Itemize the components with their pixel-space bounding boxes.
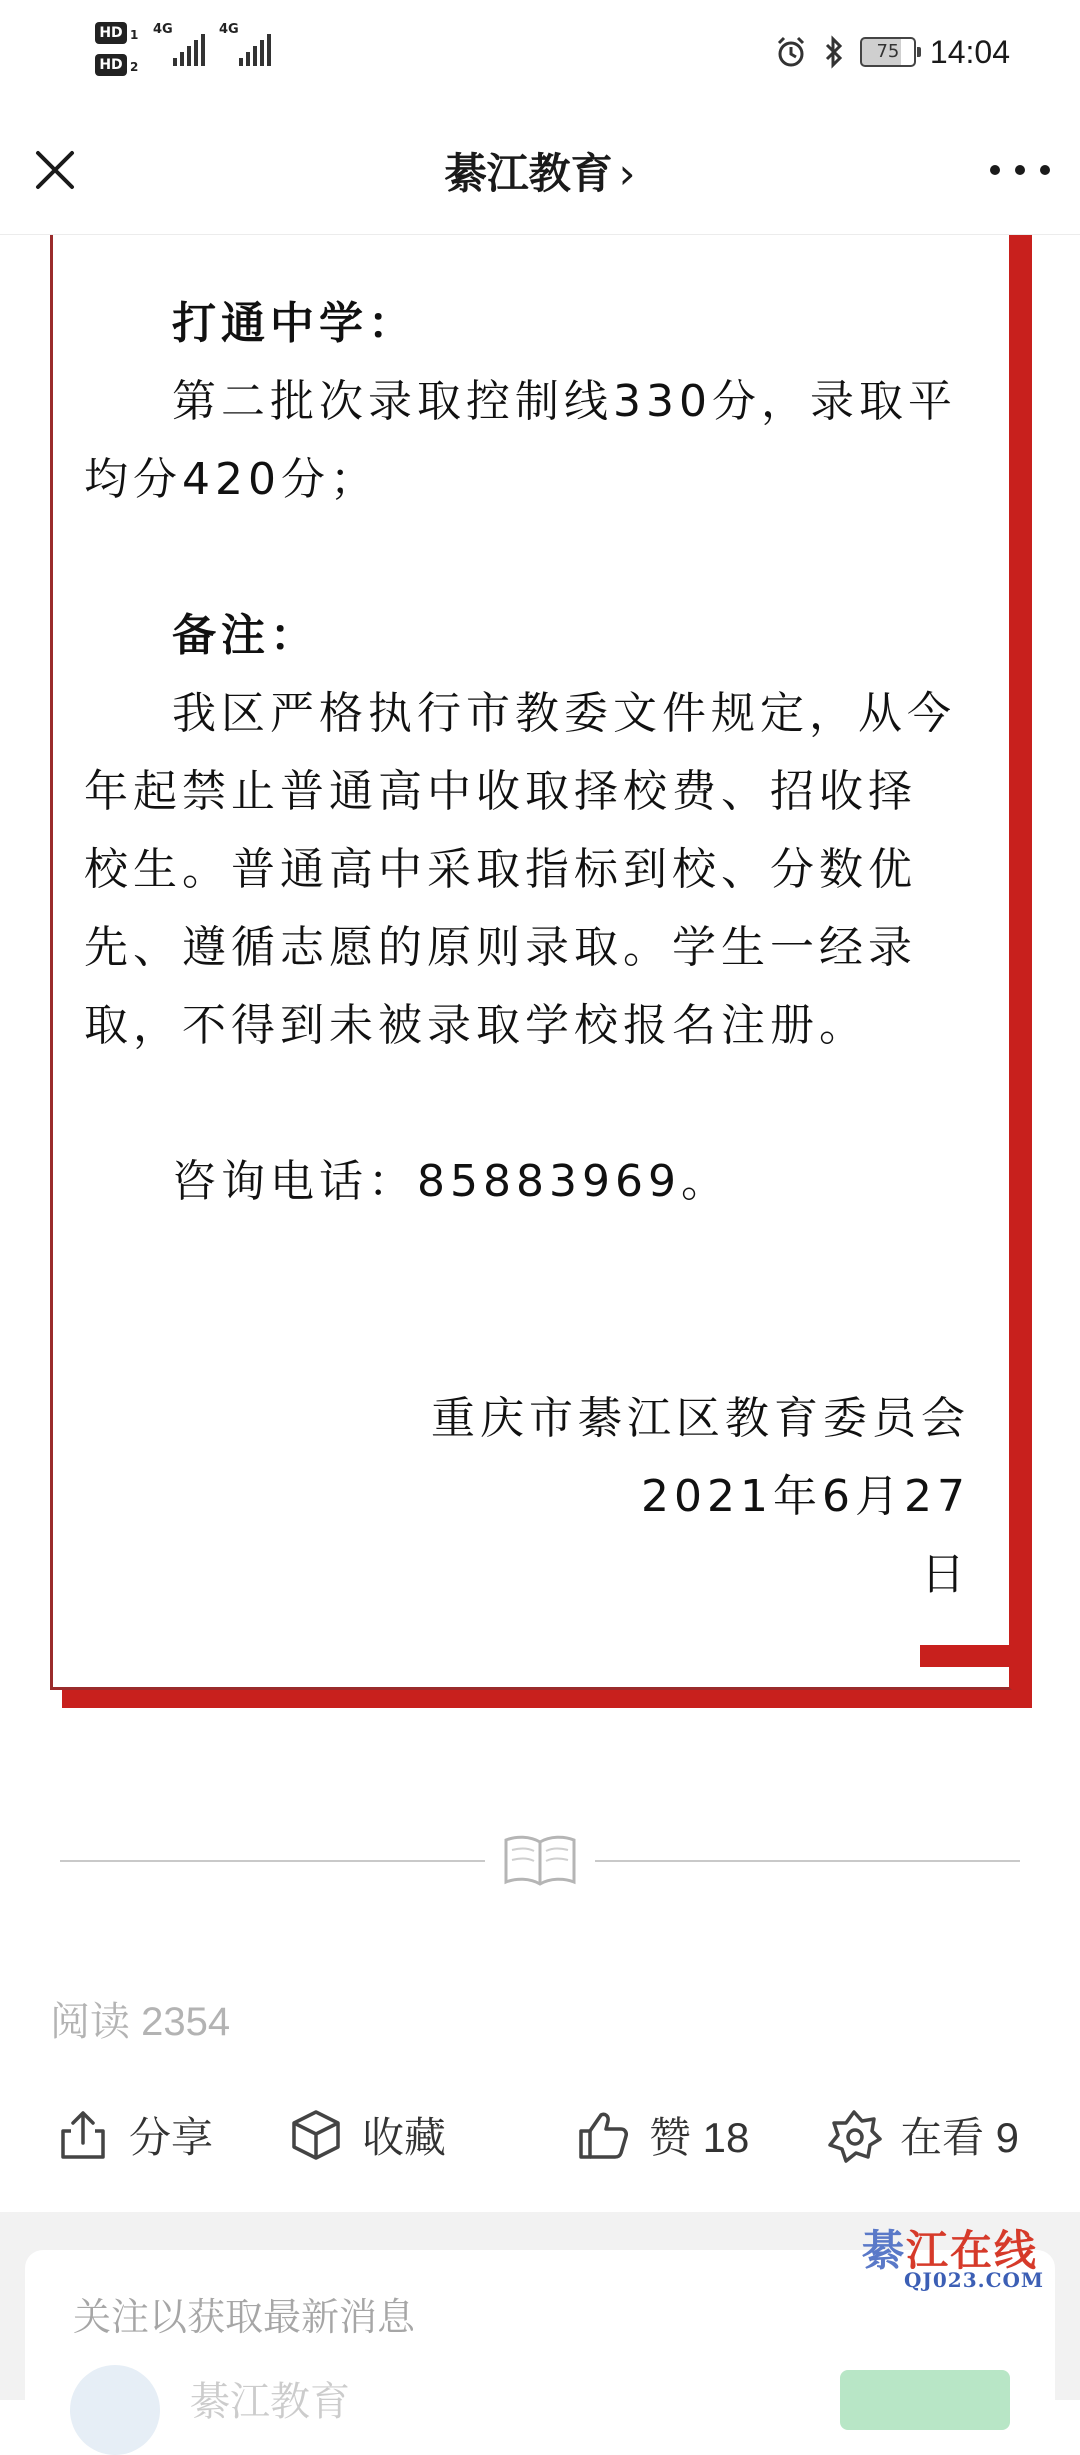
cube-icon (288, 2107, 344, 2163)
share-button[interactable] (55, 2095, 213, 2175)
signoff-day: 日 (921, 1549, 970, 1600)
more-dot-icon (990, 165, 1000, 175)
frame-border-right (1012, 235, 1032, 1705)
more-options-button[interactable] (990, 150, 1050, 190)
note-heading: 备注： (172, 610, 319, 661)
bluetooth-icon (822, 35, 846, 69)
status-right (774, 28, 1010, 76)
network-type-2: 4G (219, 22, 239, 37)
watching-button[interactable] (826, 2095, 1019, 2175)
signoff-date: 2021年6月27 (641, 1471, 970, 1522)
article-actions (0, 2095, 1080, 2175)
favorite-label: 收藏 (362, 2114, 447, 2161)
school-heading: 打通中学： (172, 298, 417, 349)
like-label: 赞 18 (649, 2114, 750, 2161)
signoff (270, 1380, 970, 1614)
battery-indicator: 75 (860, 37, 916, 67)
watermark-title: 綦江在线 (862, 2226, 1039, 2275)
share-icon (55, 2107, 111, 2163)
note-text: 我区严格执行市教委文件规定，从今年起禁止普通高中收取择校费、招收择校生。普通高中采取指标到校、分数优先、遵循志愿的原则录取。学生一经录取，不得到未被录取学校报名注册。 (84, 688, 956, 1051)
frame-corner-decoration (920, 1645, 1012, 1667)
status-bar (0, 0, 1080, 105)
follow-button[interactable] (840, 2370, 1010, 2430)
account-name: 綦江教育 (190, 2379, 350, 2425)
hd-badge-2-sub: 2 (130, 60, 139, 74)
like-button[interactable] (575, 2095, 749, 2175)
watermark-url: QJ023.COM (904, 2268, 1045, 2292)
chevron-right-icon: › (618, 149, 636, 198)
status-time: 14:04 (929, 33, 1010, 70)
article-body (84, 285, 964, 1221)
divider-line-left (60, 1860, 485, 1862)
signal-indicators (95, 18, 285, 88)
favorite-button[interactable] (288, 2095, 446, 2175)
share-label: 分享 (129, 2114, 214, 2161)
nav-bar (0, 105, 1080, 235)
account-title-link[interactable] (0, 141, 1080, 201)
book-icon (500, 1830, 580, 1890)
alarm-icon (774, 35, 808, 69)
signoff-org: 重庆市綦江区教育委员会 (431, 1393, 970, 1444)
school-text: 第二批次录取控制线330分，录取平均分420分； (84, 376, 957, 505)
follow-prompt: 关注以获取最新消息 (73, 2295, 416, 2339)
flower-icon (826, 2107, 882, 2163)
thumbs-up-icon (575, 2107, 631, 2163)
hd-badge-1-sub: 1 (130, 28, 139, 42)
signal-bars-icon (239, 34, 271, 66)
more-dot-icon (1040, 165, 1050, 175)
contact-phone: 咨询电话：85883969。 (172, 1156, 730, 1207)
watching-label: 在看 9 (900, 2114, 1020, 2161)
signal-bars-icon (173, 34, 205, 66)
account-title: 綦江教育 (444, 149, 613, 198)
divider-line-right (595, 1860, 1020, 1862)
hd-badge-2: HD (95, 54, 127, 76)
frame-border-bottom (62, 1688, 1032, 1708)
network-type-1: 4G (153, 22, 173, 37)
read-count: 阅读 2354 (50, 2000, 231, 2044)
account-avatar[interactable] (70, 2365, 160, 2455)
more-dot-icon (1015, 165, 1025, 175)
hd-badge-1: HD (95, 22, 127, 44)
site-watermark (862, 2218, 1062, 2298)
